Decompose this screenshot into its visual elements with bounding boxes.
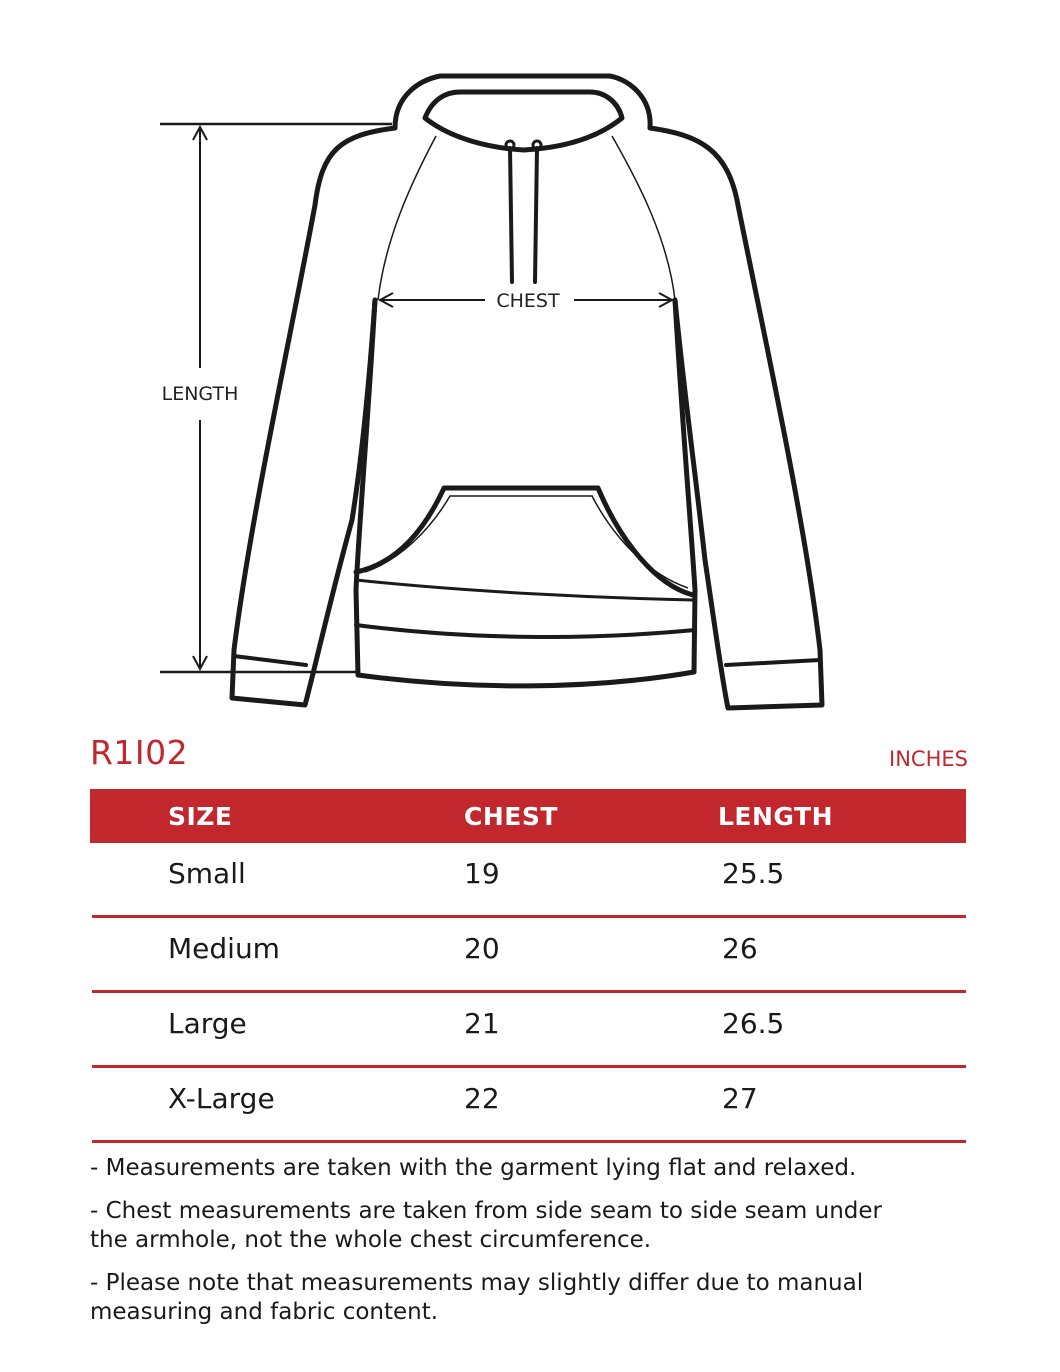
pocket xyxy=(356,488,693,595)
chest-cell: 22 xyxy=(464,1082,500,1115)
left-cuff xyxy=(234,656,306,665)
size-cell: Medium xyxy=(168,932,280,965)
measurement-notes xyxy=(90,1154,990,1341)
drawstring-left xyxy=(510,148,512,282)
product-code: R1I02 xyxy=(90,733,189,772)
table-row xyxy=(92,843,966,918)
pocket-bottom xyxy=(356,580,693,600)
table-row xyxy=(92,918,966,993)
header-length: LENGTH xyxy=(718,802,833,831)
right-cuff xyxy=(726,660,820,665)
seam-right xyxy=(612,136,675,300)
hem-band xyxy=(356,625,695,637)
chest-dimension-label: CHEST xyxy=(496,290,560,312)
chest-cell: 21 xyxy=(464,1007,500,1040)
chest-cell: 20 xyxy=(464,932,500,965)
table-row xyxy=(92,993,966,1068)
length-cell: 26 xyxy=(722,932,758,965)
body-right xyxy=(675,300,695,672)
chest-cell: 19 xyxy=(464,857,500,890)
length-cell: 27 xyxy=(722,1082,758,1115)
seam-left xyxy=(378,136,436,300)
table-row xyxy=(92,1068,966,1143)
drawstring-right xyxy=(535,148,537,282)
note-variance: - Please note that measurements may slightly differ due to manual measuring and fabric content. xyxy=(90,1270,864,1325)
size-chart-table xyxy=(90,789,966,1143)
note-chest: - Chest measurements are taken from side seam to side seam under the armhole, not the whole chest circumference. xyxy=(90,1198,882,1253)
left-sleeve xyxy=(232,128,395,705)
size-cell: Small xyxy=(168,857,246,890)
note-flat: - Measurements are taken with the garment lying flat and relaxed. xyxy=(90,1155,857,1181)
length-cell: 25.5 xyxy=(722,857,785,890)
size-cell: X-Large xyxy=(168,1082,275,1115)
length-cell: 26.5 xyxy=(722,1007,785,1040)
length-dimension-label: LENGTH xyxy=(161,383,239,405)
units-label: INCHES xyxy=(889,747,968,771)
size-cell: Large xyxy=(168,1007,247,1040)
header-chest: CHEST xyxy=(464,802,558,831)
hem xyxy=(358,672,694,686)
table-header xyxy=(90,789,966,843)
pocket-seam xyxy=(365,496,688,588)
right-sleeve xyxy=(650,128,822,708)
header-size: SIZE xyxy=(168,802,233,831)
hood-opening xyxy=(425,92,622,150)
